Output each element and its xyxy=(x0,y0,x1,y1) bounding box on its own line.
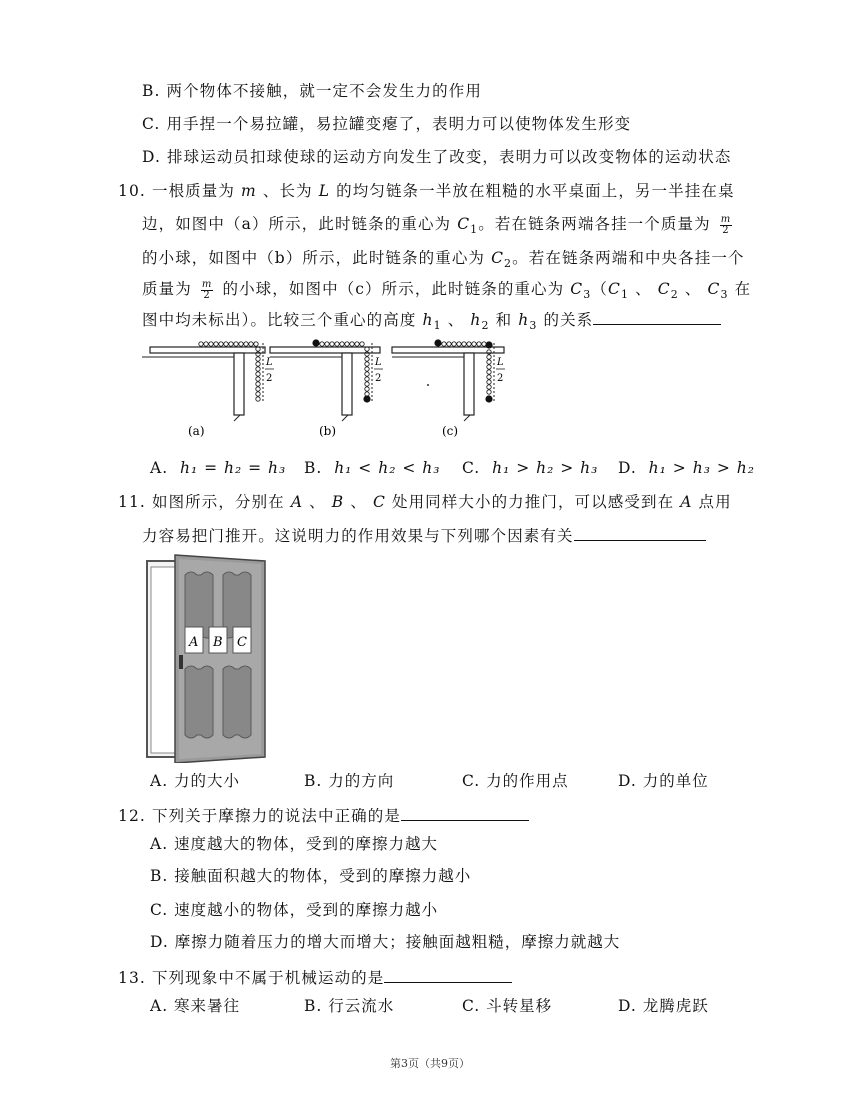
chain-figure xyxy=(142,333,522,445)
q10-text: 、 xyxy=(635,280,652,298)
q12-option-d[interactable]: D. 摩擦力随着压力的增大而增大；接触面越粗糙，摩擦力就越大 xyxy=(150,933,621,951)
q10-var-c: C xyxy=(457,215,471,233)
q13-number: 13. xyxy=(118,969,146,987)
q10-text: 边，如图中（a）所示，此时链条的重心为 xyxy=(142,215,452,233)
q10-var-h: h xyxy=(518,311,530,329)
answer-blank[interactable] xyxy=(384,966,512,983)
figure-label-a: (a) xyxy=(188,424,205,438)
svg-text:L: L xyxy=(266,357,273,368)
q11-number: 11. xyxy=(118,493,146,511)
q13-text: 下列现象中不属于机械运动的是 xyxy=(151,969,385,987)
q10-option-d[interactable]: D. h₁ > h₃ > h₂ xyxy=(618,459,755,477)
q10-line2: 边，如图中（a）所示，此时链条的重心为 $C_1$。若在链条两端各挂一个质量为 $\frac{m}{2}$ xyxy=(142,213,732,237)
q10-text: 的小球，如图中（b）所示，此时链条的重心为 xyxy=(142,249,486,267)
svg-text:2: 2 xyxy=(375,373,382,384)
q10-var-l: L xyxy=(318,182,331,200)
svg-text:2: 2 xyxy=(497,373,504,384)
q11-option-d[interactable]: D. 力的单位 xyxy=(618,772,709,790)
q11-point-a: A xyxy=(680,493,693,511)
answer-blank[interactable] xyxy=(593,308,721,325)
q11-text: 、 xyxy=(309,493,326,511)
figure-label-c: (c) xyxy=(442,424,459,438)
q11-text: 力容易把门推开。这说明力的作用效果与下列哪个因素有关 xyxy=(142,527,574,545)
door-label-b: B xyxy=(213,635,223,650)
chain-figure-c xyxy=(392,339,505,438)
door-label-c: C xyxy=(237,635,247,650)
svg-text:L: L xyxy=(497,357,504,368)
q10-number: 10. xyxy=(118,182,146,200)
q12-option-b[interactable]: B. 接触面积越大的物体，受到的摩擦力越小 xyxy=(150,867,472,885)
prev-option-b: B. 两个物体不接触，就一定不会发生力的作用 xyxy=(142,82,482,100)
q11-text: 如图所示，分别在 xyxy=(151,493,285,511)
q10-text: 和 xyxy=(495,311,513,329)
q12-stem xyxy=(118,804,529,826)
q10-var-h: h xyxy=(470,311,482,329)
q10-line5: 图中均未标出）。比较三个重心的高度 $h_1$ 、 $h_2$ 和 $h_3$ 的关系 xyxy=(142,308,721,330)
q11-point-b: B xyxy=(331,493,345,511)
page-footer: 第3页（共9页） xyxy=(390,1057,470,1070)
q10-var-h: h xyxy=(422,311,434,329)
q10-text: 在 xyxy=(734,280,752,298)
q10-text: 。若在链条两端各挂一个质量为 xyxy=(478,215,711,233)
q11-point-a: A xyxy=(290,493,304,511)
prev-option-c: C. 用手捏一个易拉罐，易拉罐变瘪了，表明力可以使物体发生形变 xyxy=(142,115,632,133)
q11-option-c[interactable]: C. 力的作用点 xyxy=(462,772,569,790)
svg-text:L: L xyxy=(375,357,382,368)
q10-var-c: C xyxy=(570,280,584,298)
q10-text: 。若在链条两端和中央各挂一个 xyxy=(512,249,745,267)
q13-option-b[interactable]: B. 行云流水 xyxy=(304,997,395,1015)
q12-text: 下列关于摩擦力的说法中正确的是 xyxy=(151,807,401,825)
q10-line1 xyxy=(118,181,735,201)
q10-option-b[interactable]: B. h₁ < h₂ < h₃ xyxy=(304,459,441,477)
q10-fraction: $\frac{m}{2}$ xyxy=(201,278,213,301)
q11-text: 点用 xyxy=(698,493,732,511)
q11-option-b[interactable]: B. 力的方向 xyxy=(304,772,395,790)
prev-option-d: D. 排球运动员扣球使球的运动方向发生了改变，表明力可以改变物体的运动状态 xyxy=(142,148,732,166)
q11-line1 xyxy=(118,492,732,512)
q10-option-a[interactable]: A. h₁ = h₂ = h₃ xyxy=(150,459,287,477)
q13-option-a[interactable]: A. 寒来暑往 xyxy=(150,997,241,1015)
q12-number: 12. xyxy=(118,807,146,825)
answer-blank[interactable] xyxy=(401,804,529,821)
q10-var-c: C xyxy=(707,280,721,298)
q10-var-c: C xyxy=(491,249,505,267)
answer-blank[interactable] xyxy=(574,524,706,541)
door-label-a: A xyxy=(189,635,199,650)
q11-line2 xyxy=(142,524,706,546)
q12-option-a[interactable]: A. 速度越大的物体，受到的摩擦力越大 xyxy=(150,835,439,853)
q10-fraction: $\frac{m}{2}$ xyxy=(720,213,732,236)
q13-option-c[interactable]: C. 斗转星移 xyxy=(462,997,553,1015)
q10-var-c: C xyxy=(657,280,671,298)
q11-text: 处用同样大小的力推门，可以感受到在 xyxy=(391,493,675,511)
q10-line3: 的小球，如图中（b）所示，此时链条的重心为 $C_2$。若在链条两端和中央各挂一个 xyxy=(142,249,745,271)
q10-text: 的均匀链条一半放在粗糙的水平桌面上，另一半挂在桌 xyxy=(336,182,735,200)
q10-var-m: m xyxy=(241,182,257,200)
q10-text: 、 xyxy=(447,311,465,329)
chain-figure-b xyxy=(270,339,383,438)
door-figure xyxy=(145,553,269,763)
q12-option-c[interactable]: C. 速度越小的物体，受到的摩擦力越小 xyxy=(150,901,439,919)
q10-text: 的关系 xyxy=(543,311,594,329)
q11-text: 、 xyxy=(350,493,367,511)
figure-label-b: (b) xyxy=(319,424,337,438)
q10-option-c[interactable]: C. h₁ > h₂ > h₃ xyxy=(462,459,599,477)
q13-stem xyxy=(118,966,512,988)
svg-text:2: 2 xyxy=(266,373,273,384)
q10-var-c: C xyxy=(607,280,621,298)
q10-text: 质量为 xyxy=(142,280,192,298)
q10-text: 图中均未标出）。比较三个重心的高度 xyxy=(142,311,417,329)
q10-line4: 质量为 $\frac{m}{2}$ 的小球，如图中（c）所示，此时链条的重心为 $C_3(C_1$ 、 $C_2$ 、 $C_3$ 在 xyxy=(142,278,752,302)
q11-option-a[interactable]: A. 力的大小 xyxy=(150,772,241,790)
q10-text: 、长为 xyxy=(262,182,313,200)
q10-text: 一根质量为 xyxy=(151,182,235,200)
q11-point-c: C xyxy=(372,493,386,511)
chain-figure-a xyxy=(142,342,274,438)
q13-option-d[interactable]: D. 龙腾虎跃 xyxy=(618,997,709,1015)
q10-text: （ xyxy=(591,280,608,298)
q10-text: 的小球，如图中（c）所示，此时链条的重心为 xyxy=(222,280,565,298)
q10-text: 、 xyxy=(684,280,702,298)
